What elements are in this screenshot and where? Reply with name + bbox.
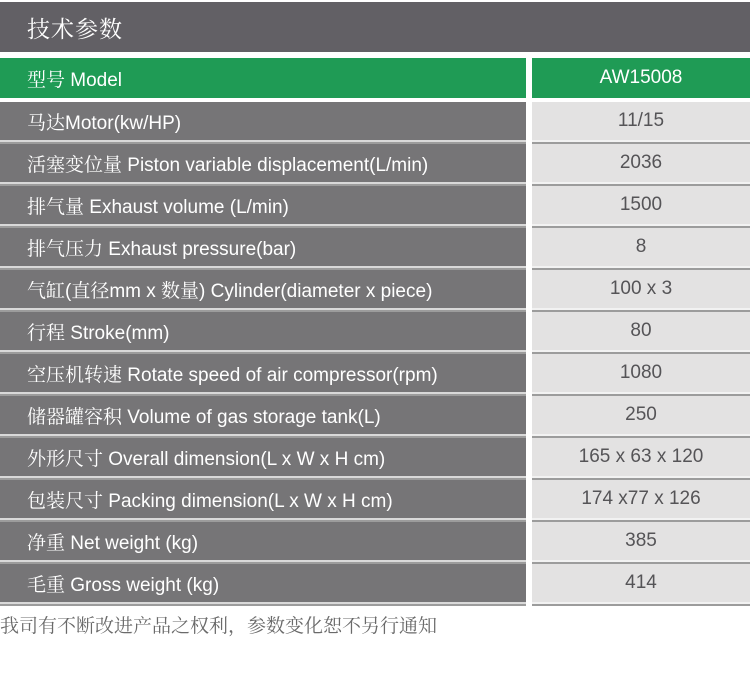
spec-label: 包装尺寸 Packing dimension(L x W x H cm): [0, 480, 526, 518]
model-label-cell: 型号 Model: [0, 58, 526, 98]
spec-table: [0, 58, 750, 606]
spec-value: 1500: [532, 186, 750, 224]
table-row: [0, 312, 750, 350]
spec-label: 行程 Stroke(mm): [0, 312, 526, 350]
spec-value: 385: [532, 522, 750, 560]
spec-value: 2036: [532, 144, 750, 182]
spec-label: 净重 Net weight (kg): [0, 522, 526, 560]
row-separator: [0, 602, 750, 606]
spec-value: 165 x 63 x 120: [532, 438, 750, 476]
spec-label: 排气压力 Exhaust pressure(bar): [0, 228, 526, 266]
table-row: [0, 564, 750, 602]
spec-value: 100 x 3: [532, 270, 750, 308]
spec-label: 活塞变位量 Piston variable displacement(L/min): [0, 144, 526, 182]
spec-value: 8: [532, 228, 750, 266]
table-row: [0, 522, 750, 560]
spec-value: 11/15: [532, 102, 750, 140]
spec-value: 80: [532, 312, 750, 350]
table-row: [0, 354, 750, 392]
model-value-cell: AW15008: [532, 58, 750, 98]
spec-value: 250: [532, 396, 750, 434]
table-row: [0, 228, 750, 266]
spec-label: 储器罐容积 Volume of gas storage tank(L): [0, 396, 526, 434]
spec-label: 毛重 Gross weight (kg): [0, 564, 526, 602]
spec-label: 排气量 Exhaust volume (L/min): [0, 186, 526, 224]
table-row: [0, 480, 750, 518]
spec-label: 马达Motor(kw/HP): [0, 102, 526, 140]
table-row: [0, 438, 750, 476]
spec-value: 174 x77 x 126: [532, 480, 750, 518]
spec-value: 1080: [532, 354, 750, 392]
table-row: [0, 144, 750, 182]
table-row: [0, 186, 750, 224]
table-row: [0, 102, 750, 140]
title-bar: [0, 2, 750, 52]
spec-label: 气缸(直径mm x 数量) Cylinder(diameter x piece): [0, 270, 526, 308]
spec-label: 外形尺寸 Overall dimension(L x W x H cm): [0, 438, 526, 476]
spec-label: 空压机转速 Rotate speed of air compressor(rpm): [0, 354, 526, 392]
table-row: [0, 396, 750, 434]
footer-note: 我司有不断改进产品之权利，参数变化恕不另行通知: [0, 616, 438, 637]
table-header-row: [0, 58, 750, 98]
table-row: [0, 270, 750, 308]
page-title: 技术参数: [27, 15, 123, 42]
spec-value: 414: [532, 564, 750, 602]
